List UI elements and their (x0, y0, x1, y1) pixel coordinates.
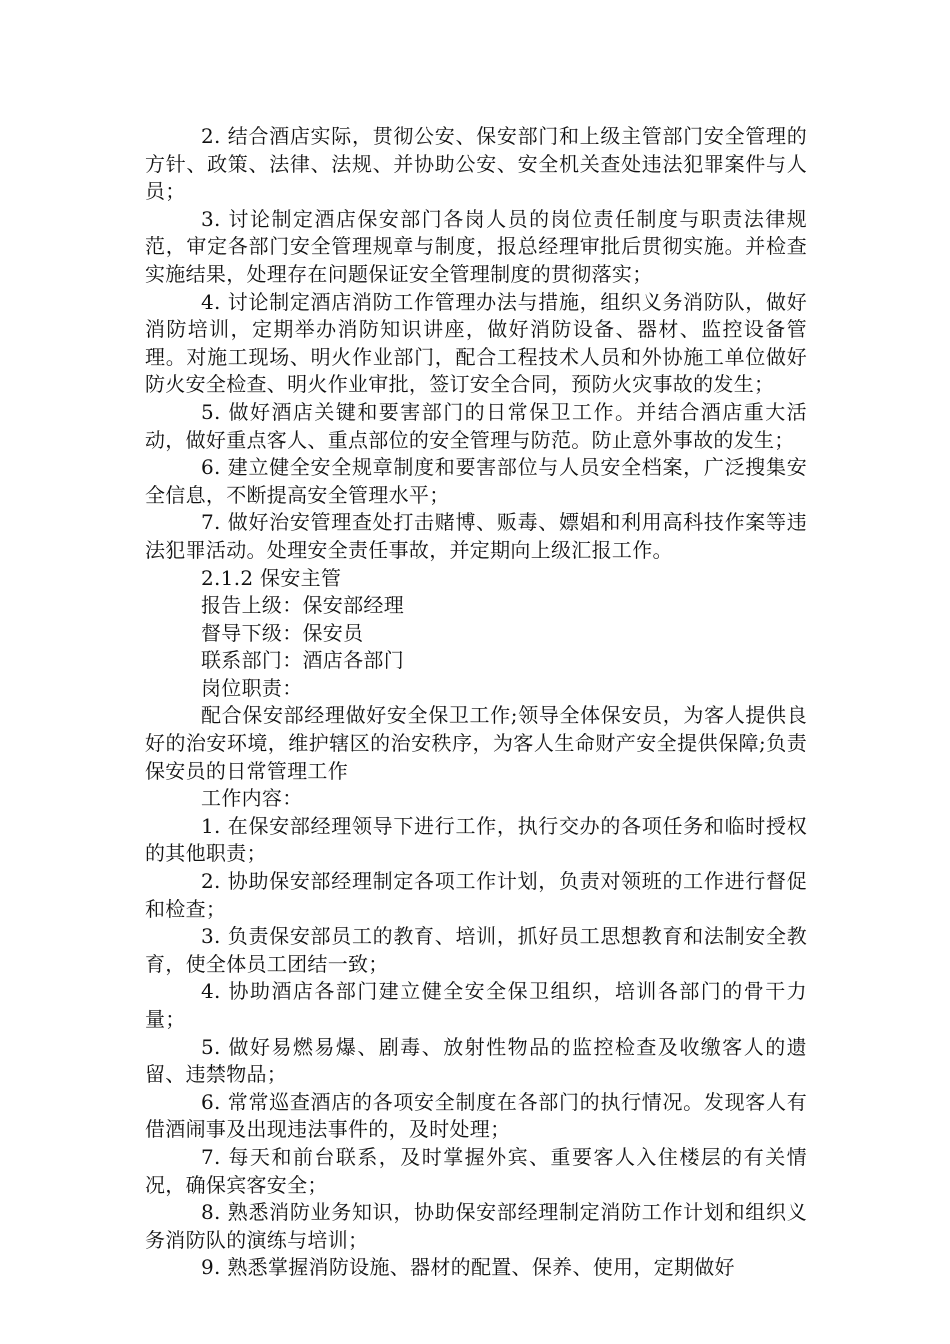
paragraph-duty-3: 3. 讨论制定酒店保安部门各岗人员的岗位责任制度与职责法律规范，审定各部门安全管理规章与制度，报总经理审批后贯彻实施。并检查实施结果，处理存在问题保证安全管理制度的贯彻落实； (145, 206, 807, 286)
work-item-3: 3. 负责保安部员工的教育、培训，抓好员工思想教育和法制安全教育，使全体员工团结一致； (145, 924, 807, 976)
work-content-heading: 工作内容： (201, 786, 303, 811)
contact-dept-line: 联系部门：酒店各部门 (201, 648, 404, 673)
work-item-2: 2. 协助保安部经理制定各项工作计划，负责对领班的工作进行督促和检查； (145, 869, 807, 921)
work-item-6: 6. 常常巡查酒店的各项安全制度在各部门的执行情况。发现客人有借酒闹事及出现违法事件的，及时处理； (145, 1089, 807, 1142)
paragraph-duty-2: 2. 结合酒店实际，贯彻公安、保安部门和上级主管部门安全管理的方针、政策、法律、法规、并协助公安、安全机关查处违法犯罪案件与人员； (145, 124, 807, 204)
work-item-9: 9. 熟悉掌握消防设施、器材的配置、保养、使用，定期做好 (201, 1255, 735, 1280)
work-item-4: 4. 协助酒店各部门建立健全安全保卫组织，培训各部门的骨干力量； (145, 979, 807, 1031)
paragraph-duty-6: 6. 建立健全安全规章制度和要害部位与人员安全档案，广泛搜集安全信息，不断提高安全管理水平； (145, 455, 807, 507)
work-item-8: 8. 熟悉消防业务知识，协助保安部经理制定消防工作计划和组织义务消防队的演练与培训； (145, 1200, 807, 1252)
work-item-5: 5. 做好易燃易爆、剧毒、放射性物品的监控检查及收缴客人的遗留、违禁物品； (145, 1034, 807, 1087)
section-heading: 2.1.2 保安主管 (201, 565, 342, 590)
work-item-1: 1. 在保安部经理领导下进行工作，执行交办的各项任务和临时授权的其他职责； (145, 813, 807, 866)
work-item-7: 7. 每天和前台联系，及时掌握外宾、重要客人入住楼层的有关情况，确保宾客安全； (145, 1144, 807, 1197)
paragraph-duty-4: 4. 讨论制定酒店消防工作管理办法与措施，组织义务消防队，做好消防培训，定期举办消防知识讲座，做好消防设备、器材、监控设备管理。对施工现场、明火作业部门，配合工程技术人员和外协施工单位做好防火安全检查、明火作业审批，签订安全合同，预防火灾事故的发生； (145, 289, 807, 397)
document-page (145, 123, 807, 1282)
supervise-line: 督导下级：保安员 (201, 620, 364, 645)
responsibility-heading: 岗位职责： (201, 675, 303, 700)
responsibility-text: 配合保安部经理做好安全保卫工作;领导全体保安员，为客人提供良好的治安环境，维护辖区的治安秩序，为客人生命财产安全提供保障;负责保安员的日常管理工作 (145, 703, 807, 783)
paragraph-duty-7: 7. 做好治安管理查处打击赌博、贩毒、嫖娼和利用高科技作案等违法犯罪活动。处理安全责任事故，并定期向上级汇报工作。 (145, 510, 807, 562)
report-to-line: 报告上级：保安部经理 (201, 593, 404, 618)
paragraph-duty-5: 5. 做好酒店关键和要害部门的日常保卫工作。并结合酒店重大活动，做好重点客人、重点部位的安全管理与防范。防止意外事故的发生； (145, 399, 807, 452)
